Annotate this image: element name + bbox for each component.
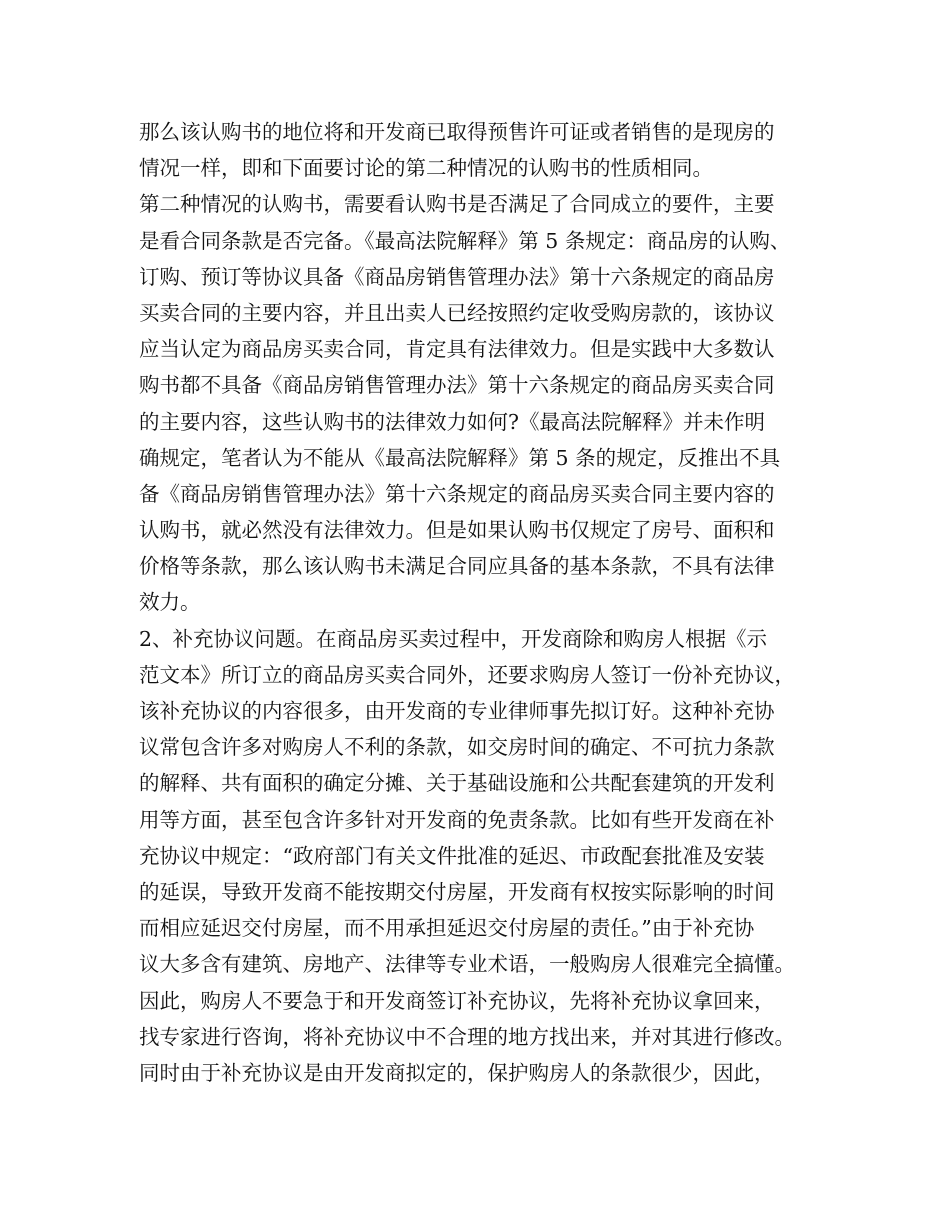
text-line: 2、补充协议问题。在商品房买卖过程中，开发商除和购房人根据《示 bbox=[139, 626, 768, 651]
text-line: 价格等条款，那么该认购书未满足合同应具备的基本条款，不具有法律 bbox=[139, 554, 775, 579]
text-line: 那么该认购书的地位将和开发商已取得预售许可证或者销售的是现房的 bbox=[139, 120, 775, 144]
text-line: 第二种情况的认购书，需要看认购书是否满足了合同成立的要件，主要 bbox=[139, 192, 775, 217]
text-line: 的主要内容，这些认购书的法律效力如何?《最高法院解释》并未作明 bbox=[139, 409, 765, 434]
text-line: 买卖合同的主要内容，并且出卖人已经按照约定收受购房款的，该协议 bbox=[139, 300, 775, 325]
text-line: 用等方面，甚至包含许多针对开发商的免责条款。比如有些开发商在补 bbox=[139, 807, 775, 832]
text-line: 因此，购房人不要急于和开发商签订补充协议，先将补充协议拿回来， bbox=[139, 988, 775, 1013]
text-line: 范文本》所订立的商品房买卖合同外，还要求购房人签订一份补充协议， bbox=[139, 662, 795, 687]
text-line: 应当认定为商品房买卖合同，肯定具有法律效力。但是实践中大多数认 bbox=[139, 337, 775, 362]
text-line: 议大多含有建筑、房地产、法律等专业术语，一般购房人很难完全搞懂。 bbox=[139, 952, 795, 977]
text-line: 议常包含许多对购房人不利的条款，如交房时间的确定、不可抗力条款 bbox=[139, 735, 775, 760]
text-line: 的解释、共有面积的确定分摊、关于基础设施和公共配套建筑的开发利 bbox=[139, 771, 775, 796]
text-line: 效力。 bbox=[139, 590, 201, 615]
text-line: 订购、预订等协议具备《商品房销售管理办法》第十六条规定的商品房 bbox=[139, 264, 775, 289]
text-line: 该补充协议的内容很多，由开发商的专业律师事先拟订好。这种补充协 bbox=[139, 699, 775, 723]
text-line: 购书都不具备《商品房销售管理办法》第十六条规定的商品房买卖合同 bbox=[139, 373, 775, 398]
text-line: 而相应延迟交付房屋，而不用承担延迟交付房屋的责任。”由于补充协 bbox=[139, 916, 755, 941]
text-line: 备《商品房销售管理办法》第十六条规定的商品房买卖合同主要内容的 bbox=[139, 481, 775, 506]
body-text bbox=[139, 114, 839, 1091]
text-line: 认购书，就必然没有法律效力。但是如果认购书仅规定了房号、面积和 bbox=[139, 518, 775, 543]
text-line: 同时由于补充协议是由开发商拟定的，保护购房人的条款很少，因此， bbox=[139, 1060, 775, 1085]
text-line: 充协议中规定：“政府部门有关文件批准的延迟、市政配套批准及安装 bbox=[139, 843, 765, 868]
text-line: 情况一样，即和下面要讨论的第二种情况的认购书的性质相同。 bbox=[139, 156, 713, 181]
text-line: 的延误，导致开发商不能按期交付房屋，开发商有权按实际影响的时间 bbox=[139, 879, 775, 904]
text-line: 是看合同条款是否完备。《最高法院解释》第 5 条规定：商品房的认购、 bbox=[139, 228, 791, 253]
text-line: 找专家进行咨询，将补充协议中不合理的地方找出来，并对其进行修改。 bbox=[139, 1024, 795, 1049]
text-line: 确规定，笔者认为不能从《最高法院解释》第 5 条的规定，反推出不具 bbox=[139, 445, 781, 470]
